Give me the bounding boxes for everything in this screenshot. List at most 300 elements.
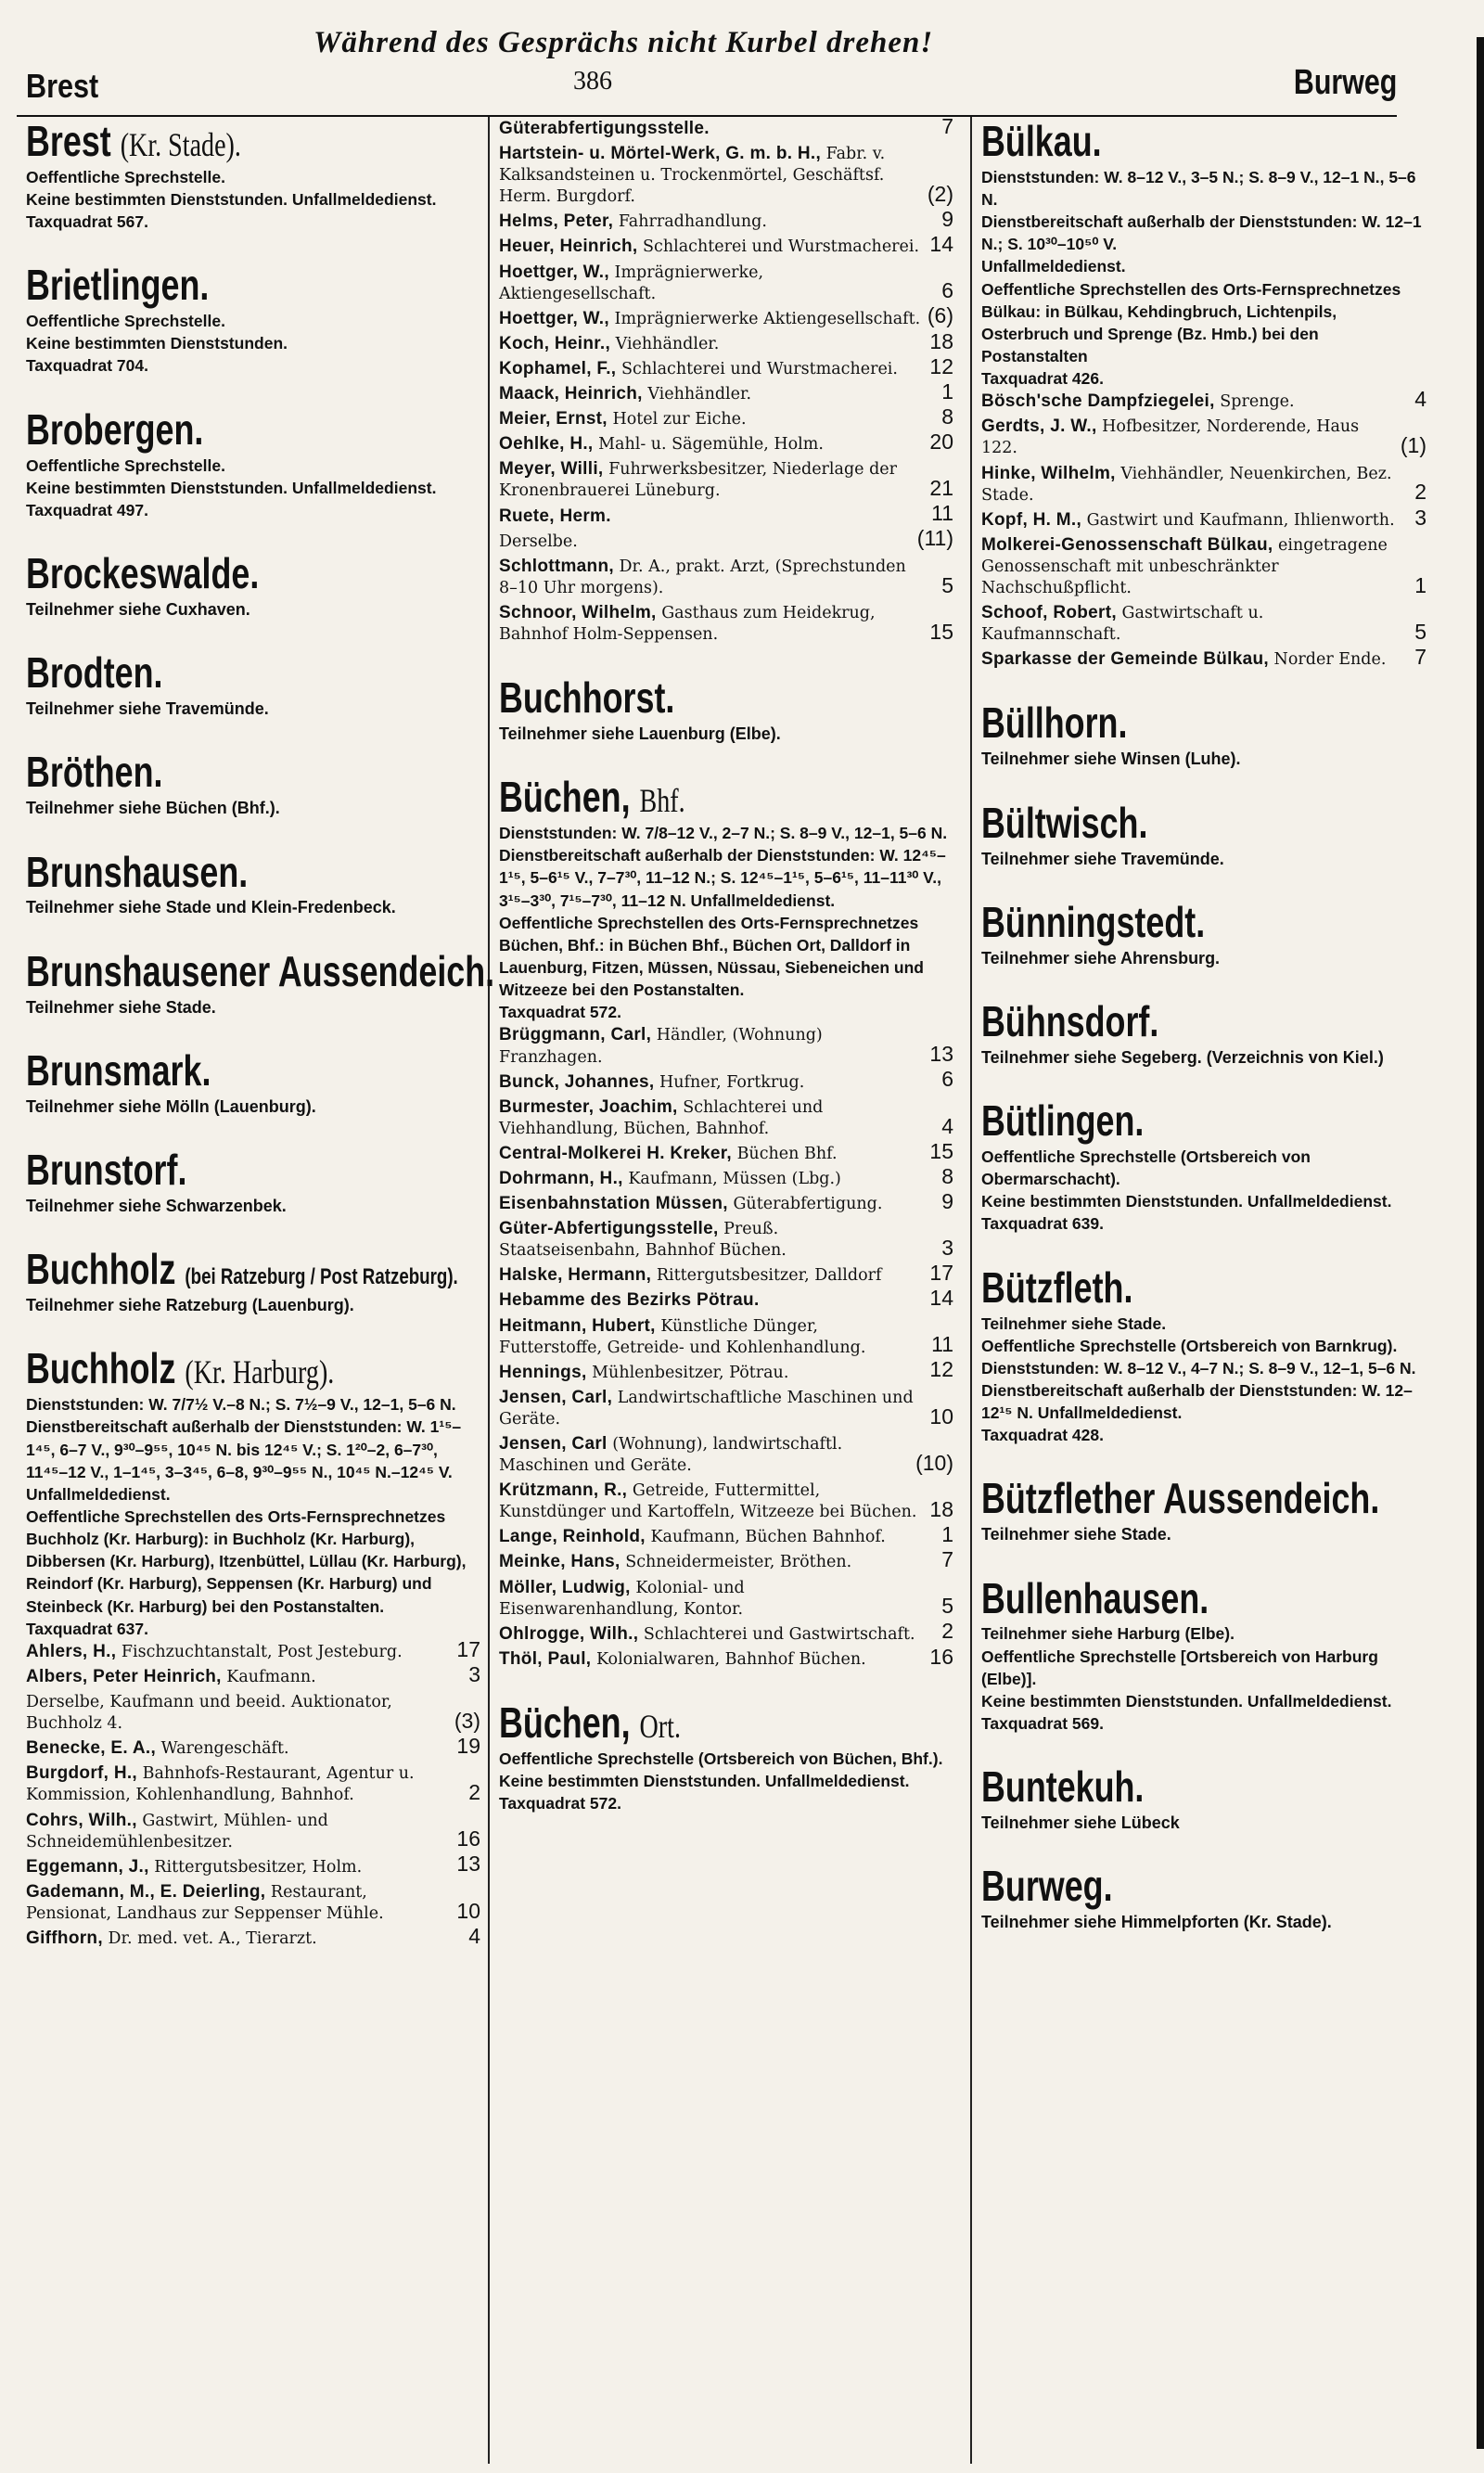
phone-number: 6	[941, 278, 953, 303]
place-block	[981, 117, 1426, 671]
info-line: Keine bestimmten Dienststunden. Unfallmeldedienst.	[499, 1771, 910, 1790]
page-header	[17, 26, 1397, 105]
subscriber-entry	[499, 1432, 953, 1477]
subscriber-details: Güterabfertigung.	[733, 1195, 883, 1214]
place-block	[26, 1344, 480, 1950]
column-divider	[970, 117, 972, 2464]
subscriber-name: Schlottmann,	[499, 556, 614, 576]
subscriber-name: Ruete, Herm.	[499, 506, 611, 526]
subscriber-details: Schlachterei und Wurstmacherei.	[643, 237, 920, 257]
subscriber-name: Gerdts, J. W.,	[981, 416, 1097, 437]
phone-number: 12	[929, 353, 953, 378]
subscriber-list	[499, 113, 953, 646]
subscriber-entry	[499, 142, 953, 208]
subscriber-details: Gastwirtschaft u. Kaufmannschaft.	[981, 604, 1264, 645]
info-line: Oeffentliche Sprechstelle.	[26, 167, 225, 186]
subscriber-entry	[499, 601, 953, 646]
subscriber-details: Fabr. v. Kalksandsteinen u. Trockenmörtel, Geschäftsf. Herm. Burgdorf.	[499, 145, 886, 207]
see-reference: Teilnehmer siehe Cuxhaven.	[26, 599, 250, 619]
place-title	[26, 848, 248, 897]
place-title	[981, 1096, 1144, 1146]
see-reference: Teilnehmer siehe Winsen (Luhe).	[981, 750, 1241, 769]
column-divider	[488, 117, 490, 2464]
info-line: Oeffentliche Sprechstellen des Orts-Fernsprechnetzes Buchholz (Kr. Harburg): in Buchholz (Kr. Harburg), Dibbersen (Kr. Harburg), Itzenbüttel, Lüllau (Kr. Harburg), Reindorf (Kr. Harburg), Seppensen (Kr. Harburg) und Steinbeck (Kr. Harburg) bei den Postanstalten.	[26, 1507, 467, 1616]
place-title	[26, 1146, 186, 1195]
phone-number: 4	[941, 1113, 953, 1138]
subscriber-entry	[981, 387, 1426, 413]
subscriber-name: Schnoor, Wilhelm,	[499, 602, 657, 622]
place-block	[981, 898, 1426, 969]
phone-number: 15	[929, 619, 953, 644]
see-reference: Teilnehmer siehe Stade.	[26, 997, 216, 1017]
subscriber-entry	[981, 505, 1426, 532]
info-line: Teilnehmer siehe Harburg (Elbe).	[981, 1624, 1235, 1644]
place-title	[26, 648, 163, 698]
subscriber-name: Maack, Heinrich,	[499, 384, 643, 404]
see-reference: Teilnehmer siehe Ahrensburg.	[981, 948, 1221, 967]
subscriber-name: Helms, Peter,	[499, 211, 614, 232]
subscriber-entry	[499, 328, 953, 355]
see-reference: Teilnehmer siehe Mölln (Lauenburg).	[26, 1096, 316, 1116]
subscriber-entry	[499, 113, 953, 140]
phone-number: 18	[929, 1497, 953, 1522]
phone-number: 2	[941, 1619, 953, 1644]
subscriber-name: Brüggmann, Carl,	[499, 1025, 652, 1045]
info-line: Oeffentliche Sprechstellen des Orts-Fernsprechnetzes Bülkau: in Bülkau, Kehdingbruch, Lichtenpils, Osterbruch und Sprenge (Bz. Hmb.) bei den Postanstalten	[981, 279, 1401, 366]
subscriber-name: Meinke, Hans,	[499, 1552, 620, 1572]
subscriber-details: Landwirtschaftliche Maschinen und Geräte.	[499, 1388, 914, 1429]
info-line: Taxquadrat 639.	[981, 1214, 1104, 1234]
info-line: Taxquadrat 572.	[499, 1003, 621, 1022]
info-line: Taxquadrat 426.	[981, 369, 1104, 389]
place-block	[981, 997, 1426, 1069]
subscriber-details: Hufner, Fortkrug.	[659, 1072, 805, 1092]
phone-number: 16	[929, 1644, 953, 1669]
place-qualifier: Bhf.	[639, 782, 685, 820]
subscriber-entry	[499, 1479, 953, 1523]
place-block	[26, 549, 480, 621]
subscriber-entry	[499, 1619, 953, 1646]
subscriber-name: Bösch'sche Dampfziegelei,	[981, 391, 1215, 412]
subscriber-name: Molkerei-Genossenschaft Bülkau,	[981, 534, 1273, 555]
place-block	[26, 261, 480, 377]
column-1	[26, 117, 495, 1978]
place-block	[981, 1862, 1426, 1933]
phone-number: 1	[941, 378, 953, 404]
phone-number: 17	[456, 1636, 480, 1661]
place-block	[981, 1263, 1426, 1447]
place-block	[499, 113, 953, 646]
subscriber-entry	[499, 378, 953, 405]
phone-number: 6	[941, 1067, 953, 1092]
place-block	[981, 1474, 1426, 1545]
place-name: Brest	[26, 117, 111, 165]
subscriber-details: Händler, (Wohnung) Franzhagen.	[499, 1026, 823, 1067]
phone-number: 1	[1414, 572, 1426, 597]
info-line: Keine bestimmten Dienststunden.	[26, 334, 288, 353]
phone-number: 11	[931, 501, 953, 526]
column-2	[499, 113, 953, 1842]
subscriber-entry	[499, 1188, 953, 1215]
subscriber-details: Derselbe.	[499, 532, 578, 551]
phone-number: 21	[929, 476, 953, 501]
phone-number: 8	[941, 404, 953, 429]
place-name: Büllhorn.	[981, 698, 1128, 748]
info-line: Keine bestimmten Dienststunden. Unfallmeldedienst.	[981, 1192, 1392, 1211]
phone-number: 2	[468, 1780, 480, 1805]
phone-number: (6)	[927, 303, 953, 328]
place-title	[26, 1046, 211, 1096]
info-line: Taxquadrat 704.	[26, 356, 148, 376]
subscriber-entry	[26, 1661, 480, 1688]
subscriber-name: Thöl, Paul,	[499, 1648, 592, 1669]
subscriber-name: Albers, Peter Heinrich,	[26, 1666, 222, 1686]
place-title	[981, 1574, 1209, 1623]
subscriber-name: Koch, Heinr.,	[499, 333, 611, 353]
place-name: Bülkau.	[981, 117, 1102, 165]
subscriber-details: Rittergutsbesitzer, Holm.	[154, 1857, 363, 1877]
place-block	[26, 1046, 480, 1118]
header-right-keyword: Burweg	[1293, 63, 1397, 102]
subscriber-details: Viehhändler.	[647, 385, 752, 404]
phone-number: 16	[456, 1826, 480, 1852]
phone-number: 4	[468, 1923, 480, 1948]
place-qualifier: (Kr. Stade).	[120, 126, 241, 163]
subscriber-details: Dr. med. vet. A., Tierarzt.	[108, 1929, 317, 1948]
place-name: Brunshausener Aussendeich.	[26, 946, 495, 995]
phone-number: 5	[941, 572, 953, 597]
phone-number: 11	[931, 1332, 953, 1357]
info-line: Oeffentliche Sprechstelle (Ortsbereich von Obermarschacht).	[981, 1147, 1311, 1189]
see-reference: Teilnehmer siehe Stade und Klein-Fredenbeck.	[26, 898, 396, 917]
see-reference: Teilnehmer siehe Büchen (Bhf.).	[26, 799, 280, 818]
phone-number: (2)	[927, 182, 953, 207]
subscriber-details: Rittergutsbesitzer, Dalldorf	[656, 1266, 882, 1286]
subscriber-name: Schoof, Robert,	[981, 603, 1117, 623]
place-name: Brunshausen.	[26, 847, 249, 896]
subscriber-entry	[499, 1522, 953, 1548]
subscriber-name: Sparkasse der Gemeinde Bülkau,	[981, 649, 1269, 670]
phone-number: 5	[941, 1594, 953, 1619]
place-name: Brockeswalde.	[26, 548, 260, 597]
subscriber-details: Mühlenbesitzer, Pötrau.	[592, 1363, 789, 1382]
subscriber-details: Kolonial- und Eisenwarenhandlung, Kontor.	[499, 1578, 745, 1619]
subscriber-details: Gastwirt, Mühlen- und Schneidemühlenbesitzer.	[26, 1811, 328, 1852]
info-line: Keine bestimmten Dienststunden. Unfallmeldedienst.	[26, 190, 437, 210]
subscriber-entry	[981, 415, 1426, 459]
phone-number: (11)	[916, 526, 953, 551]
subscriber-entry	[499, 1096, 953, 1140]
subscriber-name: Ahlers, H.,	[26, 1641, 117, 1661]
subscriber-name: Dohrmann, H.,	[499, 1168, 623, 1188]
subscriber-details: Gastwirt und Kaufmann, Ihlienworth.	[1086, 510, 1395, 530]
place-block	[26, 1245, 480, 1316]
subscriber-entry	[499, 1576, 953, 1621]
info-line: Dienstbereitschaft außerhalb der Dienststunden: W. 12–12¹⁵ N. Unfallmeldedienst.	[981, 1380, 1413, 1423]
info-line: Dienststunden: W. 7/7½ V.–8 N.; S. 7½–9 V., 12–1, 5–6 N.	[26, 1395, 456, 1415]
phone-number: 10	[929, 1403, 953, 1429]
subscriber-name: Güterabfertigungsstelle.	[499, 119, 710, 138]
directory-page	[17, 0, 1426, 2473]
subscriber-entry	[499, 1547, 953, 1573]
phone-number: 14	[929, 232, 953, 257]
info-line: Dienstbereitschaft außerhalb der Dienststunden: W. 1¹⁵–1⁴⁵, 6–7 V., 9³⁰–9⁵⁵, 10⁴⁵ N. bis 12⁴⁵ V.; S. 1²⁰–2, 6–7³⁰, 11⁴⁵–12 V., 1–1⁴⁵, 3–3⁴⁵, 6–8, 9³⁰–9⁵⁵ N., 10⁴⁵ N.–12⁴⁵ V. Unfallmeldedienst.	[26, 1417, 462, 1504]
subscriber-name: Kophamel, F.,	[499, 358, 617, 378]
subscriber-entry	[26, 1809, 480, 1853]
place-title	[499, 773, 685, 822]
subscriber-details: Schlachterei und Viehhandlung, Büchen, Bahnhof.	[499, 1097, 824, 1138]
info-line: Keine bestimmten Dienststunden. Unfallmeldedienst.	[981, 1691, 1392, 1711]
subscriber-entry	[499, 501, 953, 528]
subscriber-details: Viehhändler.	[615, 334, 720, 353]
subscriber-details: Restaurant, Pensionat, Landhaus zur Seppenser Mühle.	[26, 1882, 384, 1923]
place-name: Bröthen.	[26, 748, 163, 797]
place-title	[26, 1344, 334, 1393]
info-line: Dienststunden: W. 8–12 V., 3–5 N.; S. 8–9 V., 12–1 N., 5–6 N.	[981, 167, 1416, 210]
subscriber-entry	[981, 601, 1426, 646]
subscriber-name: Möller, Ludwig,	[499, 1577, 631, 1597]
subscriber-entry	[26, 1852, 480, 1878]
place-title	[26, 405, 203, 455]
place-name: Buchholz	[26, 1344, 176, 1393]
see-reference: Teilnehmer siehe Himmelpforten (Kr. Stade).	[981, 1913, 1332, 1932]
place-name: Bützflether Aussendeich.	[981, 1474, 1380, 1523]
place-block	[499, 1698, 953, 1814]
subscriber-details: Preuß. Staatseisenbahn, Bahnhof Büchen.	[499, 1220, 787, 1261]
phone-number: (3)	[454, 1708, 480, 1733]
see-reference: Teilnehmer siehe Lauenburg (Elbe).	[499, 724, 781, 743]
subscriber-entry	[499, 404, 953, 430]
place-name: Brobergen.	[26, 404, 204, 454]
subscriber-name: Hoettger, W.,	[499, 308, 609, 328]
place-title	[499, 1698, 681, 1748]
place-qualifier: (Kr. Harburg).	[185, 1353, 335, 1391]
subscriber-details: Kaufmann, Büchen Bahnhof.	[650, 1528, 886, 1547]
info-line: Dienstbereitschaft außerhalb der Dienststunden: W. 12⁴⁵–1¹⁵, 5–6¹⁵ V., 7–7³⁰, 11–12 N.; S. 12⁴⁵–1¹⁵, 5–6¹⁵, 11–11³⁰ V., 3¹⁵–3³⁰, 7¹⁵–7³⁰, 11–12 N. Unfallmeldedienst.	[499, 846, 946, 910]
place-name: Bützfleth.	[981, 1262, 1133, 1312]
subscriber-entry	[499, 232, 953, 258]
see-reference: Teilnehmer siehe Ratzeburg (Lauenburg).	[26, 1296, 354, 1315]
subscriber-name: Hoettger, W.,	[499, 262, 609, 282]
phone-number: 3	[468, 1661, 480, 1686]
see-reference: Teilnehmer siehe Travemünde.	[26, 699, 269, 719]
place-name: Büchen,	[499, 1698, 631, 1747]
place-block	[981, 1762, 1426, 1834]
place-name: Buchholz	[26, 1245, 176, 1294]
place-title	[981, 997, 1158, 1046]
subscriber-entry	[499, 1263, 953, 1287]
subscriber-details: Fuhrwerksbesitzer, Niederlage der Kronenbrauerei Lüneburg.	[499, 460, 897, 501]
subscriber-entry	[499, 1288, 953, 1312]
subscriber-name: Hinke, Wilhelm,	[981, 463, 1116, 483]
place-name: Bünningstedt.	[981, 897, 1206, 946]
place-block	[981, 799, 1426, 870]
subscriber-details: Schneidermeister, Bröthen.	[625, 1553, 852, 1572]
subscriber-entry	[499, 1314, 953, 1359]
phone-number: 17	[929, 1261, 953, 1286]
phone-number: 10	[456, 1898, 480, 1923]
phone-number: 15	[929, 1138, 953, 1163]
phone-number: 1	[941, 1522, 953, 1547]
subscriber-name: Jensen, Carl,	[499, 1387, 613, 1407]
place-block	[26, 405, 480, 521]
subscriber-name: Eisenbahnstation Müssen,	[499, 1194, 728, 1214]
column-3	[981, 117, 1426, 1962]
place-title	[26, 549, 259, 598]
place-title	[981, 1862, 1113, 1911]
subscriber-list	[499, 1023, 953, 1671]
phone-number: 3	[1414, 505, 1426, 530]
place-title	[26, 748, 163, 797]
place-name: Bütlingen.	[981, 1096, 1145, 1146]
subscriber-name: Krützmann, R.,	[499, 1480, 628, 1501]
subscriber-name: Meier, Ernst,	[499, 409, 608, 429]
subscriber-name: Jensen, Carl	[499, 1434, 608, 1454]
info-line: Oeffentliche Sprechstelle.	[26, 455, 225, 475]
subscriber-entry	[499, 1023, 953, 1068]
place-name: Buchhorst.	[499, 673, 675, 723]
subscriber-details: Hofbesitzer, Norderende, Haus 122.	[981, 417, 1360, 458]
subscriber-name: Hebamme des Bezirks Pötrau.	[499, 1290, 760, 1311]
subscriber-details: Büchen Bhf.	[736, 1144, 838, 1163]
subscriber-entry	[499, 1163, 953, 1190]
subscriber-name: Bunck, Johannes,	[499, 1071, 655, 1092]
subscriber-details: Fischzuchtanstalt, Post Jesteburg.	[121, 1642, 403, 1661]
subscriber-details: (Wohnung), landwirtschaftl. Maschinen und Geräte.	[499, 1435, 843, 1476]
subscriber-details: Hotel zur Eiche.	[612, 410, 747, 429]
place-title	[26, 117, 241, 166]
place-block	[981, 698, 1426, 770]
subscriber-entry	[499, 207, 953, 233]
subscriber-entry	[26, 1923, 480, 1950]
place-block	[26, 117, 480, 233]
subscriber-entry	[499, 457, 953, 502]
info-line: Teilnehmer siehe Stade.	[981, 1313, 1167, 1333]
phone-number: 4	[1414, 387, 1426, 412]
subscriber-name: Hartstein- u. Mörtel-Werk, G. m. b. H.,	[499, 144, 822, 164]
phone-number: 13	[456, 1852, 480, 1877]
subscriber-entry	[499, 1217, 953, 1262]
info-line: Taxquadrat 428.	[981, 1426, 1104, 1445]
place-name: Bullenhausen.	[981, 1573, 1209, 1622]
info-line: Unfallmeldedienst.	[981, 257, 1126, 276]
place-name: Brunstorf.	[26, 1146, 187, 1195]
phone-number: 8	[941, 1163, 953, 1188]
subscriber-entry	[499, 353, 953, 380]
subscriber-details: Mahl- u. Sägemühle, Holm.	[598, 435, 824, 455]
subscriber-name: Burgdorf, H.,	[26, 1763, 137, 1784]
subscriber-name: Gademann, M., E. Deierling,	[26, 1881, 266, 1902]
subscriber-details: Kolonialwaren, Bahnhof Büchen.	[595, 1649, 866, 1669]
place-block	[499, 773, 953, 1671]
info-line: Taxquadrat 572.	[499, 1794, 621, 1813]
subscriber-details: eingetragene Genossenschaft mit unbeschränkter Nachschußpflicht.	[981, 535, 1388, 598]
info-line: Taxquadrat 569.	[981, 1714, 1104, 1733]
subscriber-name: Ohlrogge, Wilh.,	[499, 1623, 639, 1644]
phone-number: 12	[929, 1357, 953, 1382]
info-line: Oeffentliche Sprechstelle (Ortsbereich von Barnkrug).	[981, 1336, 1398, 1355]
subscriber-entry	[981, 533, 1426, 599]
see-reference: Teilnehmer siehe Segeberg. (Verzeichnis von Kiel.)	[981, 1047, 1384, 1067]
info-line: Taxquadrat 497.	[26, 500, 148, 519]
phone-number: 7	[941, 113, 953, 138]
phone-number: 9	[941, 1188, 953, 1213]
subscriber-name: Halske, Hermann,	[499, 1265, 652, 1286]
page-number: 386	[573, 67, 612, 96]
place-name: Büchen,	[499, 773, 631, 822]
subscriber-entry	[499, 1644, 953, 1671]
header-left-keyword: Brest	[26, 67, 99, 105]
subscriber-name: Cohrs, Wilh.,	[26, 1810, 137, 1830]
phone-number: (10)	[915, 1450, 953, 1475]
phone-number: 2	[1414, 480, 1426, 505]
place-name: Bühnsdorf.	[981, 996, 1159, 1045]
place-title	[981, 117, 1102, 166]
info-line: Oeffentliche Sprechstelle.	[26, 312, 225, 331]
place-name: Brietlingen.	[26, 261, 210, 310]
place-qualifier: (bei Ratzeburg / Post Ratzeburg).	[185, 1264, 458, 1290]
subscriber-entry	[499, 1138, 953, 1165]
subscriber-entry	[26, 1690, 480, 1735]
subscriber-details: Künstliche Dünger, Futterstoffe, Getreide- und Kohlenhandlung.	[499, 1316, 866, 1357]
phone-number: 7	[1414, 645, 1426, 670]
subscriber-details: Norder Ende.	[1273, 650, 1387, 670]
place-block	[26, 1146, 480, 1217]
subscriber-name: Heuer, Heinrich,	[499, 237, 638, 257]
phone-number: 18	[929, 328, 953, 353]
see-reference: Teilnehmer siehe Schwarzenbek.	[26, 1196, 287, 1215]
subscriber-entry	[26, 1880, 480, 1925]
place-title	[981, 799, 1147, 848]
place-title	[981, 1263, 1132, 1313]
place-title	[26, 1245, 458, 1294]
header-motto: Während des Gesprächs nicht Kurbel drehen!	[313, 26, 934, 59]
place-block	[26, 748, 480, 819]
subscriber-entry	[499, 1357, 953, 1384]
subscriber-entry	[499, 1386, 953, 1430]
place-title	[499, 673, 674, 723]
subscriber-details: Getreide, Futtermittel, Kunstdünger und Kartoffeln, Witzeeze bei Büchen.	[499, 1481, 917, 1522]
subscriber-entry	[499, 526, 953, 553]
subscriber-entry	[981, 647, 1426, 671]
see-reference: Teilnehmer siehe Stade.	[981, 1525, 1171, 1544]
subscriber-entry	[26, 1636, 480, 1663]
subscriber-entry	[26, 1733, 480, 1760]
place-title	[981, 1762, 1144, 1812]
subscriber-name: Meyer, Willi,	[499, 459, 604, 480]
place-block	[981, 1096, 1426, 1235]
subscriber-list	[981, 387, 1426, 671]
see-reference: Teilnehmer siehe Lübeck	[981, 1813, 1180, 1833]
subscriber-name: Lange, Reinhold,	[499, 1527, 646, 1547]
phone-number: 13	[929, 1042, 953, 1067]
phone-number: 5	[1414, 619, 1426, 644]
subscriber-name: Giffhorn,	[26, 1928, 103, 1948]
subscriber-details: Schlachterei und Wurstmacherei.	[620, 359, 898, 378]
info-line: Dienststunden: W. 7/8–12 V., 2–7 N.; S. 8–9 V., 12–1, 5–6 N.	[499, 824, 948, 843]
place-title	[981, 1474, 1379, 1523]
place-block	[26, 648, 480, 720]
subscriber-entry	[981, 462, 1426, 506]
subscriber-name: Eggemann, J.,	[26, 1856, 149, 1877]
phone-number: 7	[941, 1547, 953, 1572]
place-block	[26, 848, 480, 919]
place-name: Burweg.	[981, 1862, 1113, 1911]
subscriber-name: Oehlke, H.,	[499, 434, 594, 455]
subscriber-details: Schlachterei und Gastwirtschaft.	[643, 1624, 915, 1644]
subscriber-entry	[499, 555, 953, 599]
subscriber-details: Kaufmann.	[226, 1667, 316, 1686]
